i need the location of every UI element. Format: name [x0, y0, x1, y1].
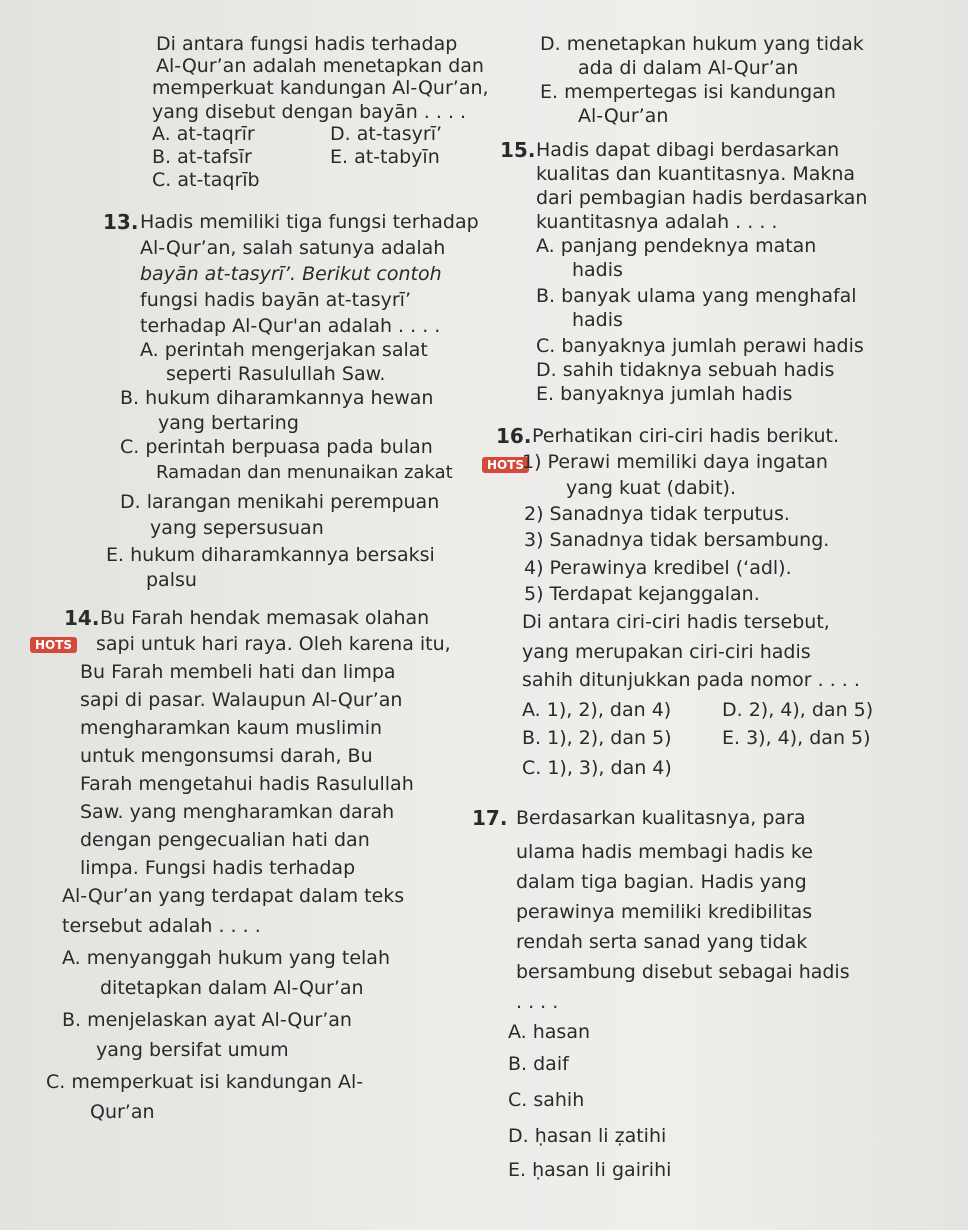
q14-line-1: Bu Farah hendak memasak olahan: [100, 607, 430, 629]
q17-option-c: C. sahih: [508, 1089, 585, 1111]
q13-line-5: terhadap Al-Qur'an adalah . . . .: [140, 315, 441, 337]
q13-option-a-2: seperti Rasulullah Saw.: [166, 363, 386, 385]
q14-line-4: sapi di pasar. Walaupun Al-Qur’an: [80, 689, 403, 711]
q14-line-6: untuk mengonsumsi darah, Bu: [80, 745, 373, 767]
q17-option-b: B. daif: [508, 1053, 569, 1075]
q13-option-b-1: B. hukum diharamkannya hewan: [120, 387, 434, 409]
q16-para-3: sahih ditunjukkan pada nomor . . . .: [522, 669, 860, 691]
q15-line-4: kuantitasnya adalah . . . .: [536, 211, 778, 233]
q15-option-a-1: A. panjang pendeknya matan: [536, 235, 817, 257]
q15-option-a-2: hadis: [572, 259, 623, 281]
q12-line-3: memperkuat kandungan Al-Qur’an,: [152, 77, 489, 99]
q16-hots-badge: HOTS: [482, 457, 529, 473]
q16-item-3: 3) Sanadnya tidak bersambung.: [524, 529, 830, 551]
q13-line-3: bayān at-tasyrī’. Berikut contoh: [140, 263, 442, 285]
q12-option-a: A. at-taqrīr: [152, 123, 255, 145]
q13-option-e-2: palsu: [146, 569, 197, 591]
q14-hots-badge: HOTS: [30, 637, 77, 653]
q12-option-e-2: Al-Qur’an: [578, 105, 669, 127]
q17-line-3: dalam tiga bagian. Hadis yang: [516, 871, 807, 893]
q13-option-c-1: C. perintah berpuasa pada bulan: [120, 436, 433, 458]
q16-para-1: Di antara ciri-ciri hadis tersebut,: [522, 611, 830, 633]
q12-option-e-1: E. mempertegas isi kandungan: [540, 81, 836, 103]
q12-option-d: D. at-tasyrī’: [330, 123, 443, 145]
q14-line-12: tersebut adalah . . . .: [62, 915, 261, 937]
q14-line-10: limpa. Fungsi hadis terhadap: [80, 857, 356, 879]
q15-number: 15.: [500, 138, 536, 162]
q17-option-e: E. ḥasan li gairihi: [508, 1159, 672, 1181]
q13-line-2: Al-Qur’an, salah satunya adalah: [140, 237, 446, 259]
q14-line-8: Saw. yang mengharamkan darah: [80, 801, 395, 823]
q16-item-1b: yang kuat (dabit).: [566, 477, 736, 499]
q13-number: 13.: [103, 210, 139, 234]
q16-option-b: B. 1), 2), dan 5): [522, 727, 672, 749]
q14-option-a-1: A. menyanggah hukum yang telah: [62, 947, 390, 969]
q14-line-11: Al-Qur’an yang terdapat dalam teks: [62, 885, 405, 907]
q12-line-1: Di antara fungsi hadis terhadap: [156, 33, 458, 55]
q13-option-c-2: Ramadan dan menunaikan zakat: [156, 462, 453, 483]
q15-option-b-2: hadis: [572, 309, 623, 331]
q14-option-c-1: C. memperkuat isi kandungan Al-: [46, 1071, 364, 1093]
q14-option-c-2: Qur’an: [90, 1101, 155, 1123]
q16-line-1: Perhatikan ciri-ciri hadis berikut.: [532, 425, 840, 447]
q17-line-7: . . . .: [516, 991, 559, 1013]
q16-option-d: D. 2), 4), dan 5): [722, 699, 874, 721]
q16-option-c: C. 1), 3), dan 4): [522, 757, 672, 779]
q17-line-5: rendah serta sanad yang tidak: [516, 931, 808, 953]
q14-line-7: Farah mengetahui hadis Rasulullah: [80, 773, 414, 795]
q16-item-4: 4) Perawinya kredibel (‘adl).: [524, 557, 792, 579]
q14-hots-badge-wrap: [30, 632, 77, 656]
q14-option-b-1: B. menjelaskan ayat Al-Qur’an: [62, 1009, 352, 1031]
q17-line-6: bersambung disebut sebagai hadis: [516, 961, 850, 983]
q17-line-1: Berdasarkan kualitasnya, para: [516, 807, 806, 829]
q15-option-b-1: B. banyak ulama yang menghafal: [536, 285, 857, 307]
q17-option-d: D. ḥasan li ẓatihi: [508, 1125, 667, 1147]
q13-option-e-1: E. hukum diharamkannya bersaksi: [106, 544, 435, 566]
q15-option-c: C. banyaknya jumlah perawi hadis: [536, 335, 864, 357]
q13-line-1: Hadis memiliki tiga fungsi terhadap: [140, 211, 479, 233]
q12-option-b: B. at-tafsīr: [152, 146, 252, 168]
q12-line-2: Al-Qur’an adalah menetapkan dan: [156, 55, 484, 77]
q14-option-a-2: ditetapkan dalam Al-Qur’an: [100, 977, 364, 999]
q16-option-a: A. 1), 2), dan 4): [522, 699, 672, 721]
q13-option-d-2: yang sepersusuan: [150, 517, 324, 539]
q14-line-5: mengharamkan kaum muslimin: [80, 717, 383, 739]
q12-option-c: C. at-taqrīb: [152, 169, 260, 191]
q15-option-d: D. sahih tidaknya sebuah hadis: [536, 359, 835, 381]
q17-number: 17.: [472, 806, 508, 830]
q14-line-3: Bu Farah membeli hati dan limpa: [80, 661, 396, 683]
q15-option-e: E. banyaknya jumlah hadis: [536, 383, 793, 405]
q12-option-e: E. at-tabyīn: [330, 146, 440, 168]
q16-item-5: 5) Terdapat kejanggalan.: [524, 583, 760, 605]
q14-line-2: sapi untuk hari raya. Oleh karena itu,: [96, 633, 451, 655]
q15-line-3: dari pembagian hadis berdasarkan: [536, 187, 868, 209]
q16-para-2: yang merupakan ciri-ciri hadis: [522, 641, 811, 663]
q17-line-4: perawinya memiliki kredibilitas: [516, 901, 813, 923]
q16-item-1a: 1) Perawi memiliki daya ingatan: [522, 451, 828, 473]
q12-line-4: yang disebut dengan bayān . . . .: [152, 101, 467, 123]
q15-line-1: Hadis dapat dibagi berdasarkan: [536, 139, 840, 161]
q16-option-e: E. 3), 4), dan 5): [722, 727, 871, 749]
q15-line-2: kualitas dan kuantitasnya. Makna: [536, 163, 856, 185]
q13-option-a-1: A. perintah mengerjakan salat: [140, 339, 428, 361]
q14-option-b-2: yang bersifat umum: [96, 1039, 289, 1061]
q16-number: 16.: [496, 424, 532, 448]
q13-line-4: fungsi hadis bayān at-tasyrī’: [140, 289, 412, 311]
q14-number: 14.: [64, 606, 100, 630]
q12-option-d-2: ada di dalam Al-Qur’an: [578, 57, 799, 79]
q17-line-2: ulama hadis membagi hadis ke: [516, 841, 813, 863]
q16-item-2: 2) Sanadnya tidak terputus.: [524, 503, 790, 525]
q13-option-b-2: yang bertaring: [158, 412, 299, 434]
q13-option-d-1: D. larangan menikahi perempuan: [120, 491, 440, 513]
q14-line-9: dengan pengecualian hati dan: [80, 829, 370, 851]
q12-option-d-1: D. menetapkan hukum yang tidak: [540, 33, 864, 55]
q17-option-a: A. hasan: [508, 1021, 591, 1043]
